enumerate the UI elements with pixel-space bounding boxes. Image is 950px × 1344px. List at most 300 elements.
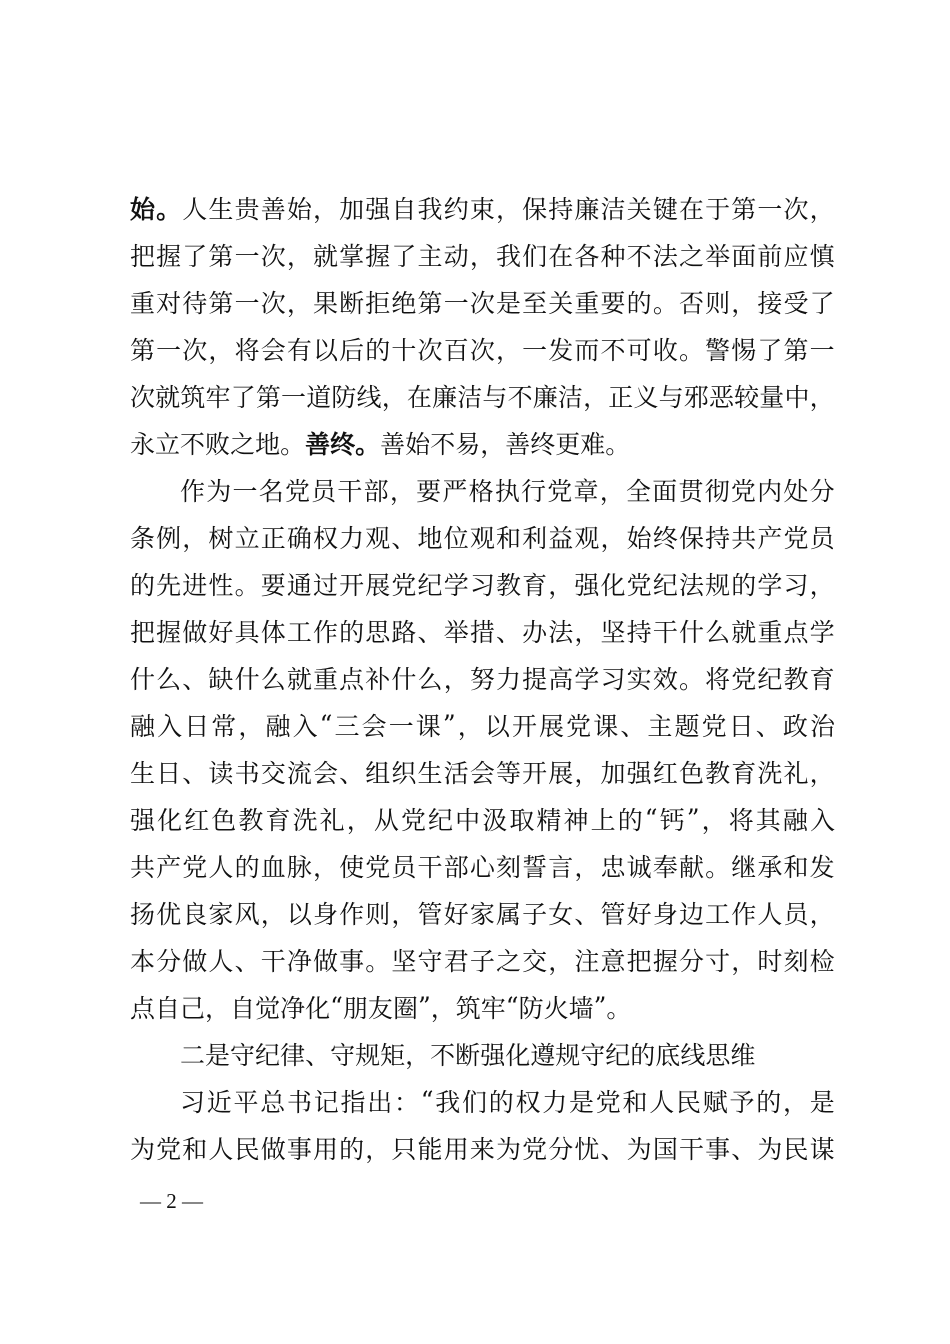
text-char: 将 — [234, 335, 260, 365]
text-char: 近 — [206, 1087, 232, 1117]
text-char: 什 — [130, 664, 156, 694]
text-char: 高 — [548, 664, 574, 694]
text-char: 治 — [809, 711, 835, 741]
text-char: 规 — [355, 1040, 381, 1070]
text-char: 出 — [367, 1087, 393, 1117]
text-char: 为 — [206, 476, 232, 506]
text-char: 一 — [234, 241, 260, 271]
text-char: 守 — [580, 1040, 606, 1070]
text-char: 的 — [731, 570, 757, 600]
text-char: 次 — [182, 335, 208, 365]
text-char: 重 — [130, 288, 156, 318]
text-char: 奉 — [652, 852, 678, 882]
text-char: 观 — [365, 523, 391, 553]
text-char: ， — [574, 617, 600, 647]
text-line — [130, 1077, 835, 1124]
text-char: 继 — [731, 852, 757, 882]
text-char: 开 — [339, 570, 365, 600]
text-char: 第 — [783, 335, 809, 365]
text-char: 工 — [286, 617, 312, 647]
text-char: 党 — [400, 805, 426, 835]
text-char: 廉 — [574, 194, 600, 224]
text-char: 思 — [365, 617, 391, 647]
text-char: 扬 — [130, 899, 156, 929]
text-char: 子 — [522, 899, 548, 929]
text-char: 一 — [809, 335, 835, 365]
text-char: 守 — [417, 946, 443, 976]
text-char: 分 — [156, 946, 182, 976]
text-char: 一 — [443, 288, 469, 318]
text-char: 我 — [417, 194, 443, 224]
text-char: 部 — [443, 852, 469, 882]
text-char: ” — [417, 992, 431, 1021]
text-char: 么 — [156, 664, 182, 694]
text-char: 承 — [757, 852, 783, 882]
text-line — [130, 231, 835, 278]
text-char: 分 — [678, 946, 704, 976]
text-char: 就 — [731, 617, 757, 647]
text-char: 日 — [728, 711, 754, 741]
text-line — [130, 654, 835, 701]
text-char: 化 — [305, 993, 331, 1023]
text-char: ， — [809, 899, 835, 929]
text-char: 的 — [365, 335, 391, 365]
text-char: 要 — [416, 476, 442, 506]
text-char: 本 — [130, 946, 156, 976]
text-char: “ — [319, 710, 333, 739]
text-char: 力 — [339, 523, 365, 553]
text-char: 章 — [573, 476, 599, 506]
text-char: 立 — [155, 429, 181, 459]
text-char: 条 — [130, 523, 156, 553]
text-char: 做 — [182, 617, 208, 647]
text-char: 关 — [548, 288, 574, 318]
text-char: 记 — [313, 1087, 339, 1117]
text-char: 就 — [312, 241, 338, 271]
text-char: 就 — [286, 664, 312, 694]
text-char: 线 — [680, 1040, 706, 1070]
text-char: 次 — [260, 241, 286, 271]
text-char: 朋 — [342, 993, 368, 1023]
text-char: ， — [731, 946, 757, 976]
text-char: 更 — [555, 429, 581, 459]
text-line — [130, 748, 835, 795]
text-char: 利 — [522, 523, 548, 553]
text-char: 观 — [469, 523, 495, 553]
text-char: 寸 — [705, 946, 731, 976]
text-char: 前 — [757, 241, 783, 271]
text-char: 学 — [443, 570, 469, 600]
text-char: 以 — [484, 711, 510, 741]
text-char: 面 — [731, 241, 757, 271]
text-char: 主 — [647, 711, 673, 741]
text-char: 于 — [705, 194, 731, 224]
text-char: 道 — [306, 382, 332, 412]
text-char: ， — [346, 805, 372, 835]
text-char: 权 — [515, 1087, 541, 1117]
text-char: 各 — [574, 241, 600, 271]
text-char: 红 — [652, 758, 678, 788]
text-char: 人 — [208, 852, 234, 882]
text-char: 进 — [182, 570, 208, 600]
text-char: 第 — [417, 288, 443, 318]
text-char: 干 — [678, 1134, 704, 1164]
text-char: 持 — [626, 617, 652, 647]
text-char: 开 — [511, 711, 537, 741]
text-char: 么 — [260, 664, 286, 694]
text-char: 否 — [678, 288, 704, 318]
text-char: ， — [208, 335, 234, 365]
text-char: 。 — [280, 429, 306, 459]
text-char: 义 — [633, 382, 659, 412]
text-char: 学 — [809, 617, 835, 647]
text-char: 、 — [600, 1134, 626, 1164]
text-char: 化 — [505, 1040, 531, 1070]
text-char: 善 — [260, 194, 286, 224]
text-char: 。 — [678, 335, 704, 365]
text-char: 学 — [757, 570, 783, 600]
text-char: 人 — [208, 1134, 234, 1164]
text-char: 收 — [652, 335, 678, 365]
text-char: 力 — [495, 664, 521, 694]
text-char: 规 — [555, 1040, 581, 1070]
text-char: 法 — [548, 617, 574, 647]
text-char: 终 — [652, 523, 678, 553]
text-char: 和 — [495, 523, 521, 553]
text-char: ， — [443, 664, 469, 694]
text-char: ” — [442, 710, 456, 739]
text-char: 纪 — [255, 1040, 281, 1070]
text-char: 的 — [130, 570, 156, 600]
text-char: 把 — [626, 946, 652, 976]
text-char: 的 — [617, 805, 643, 835]
text-char: 加 — [339, 194, 365, 224]
text-char: 党 — [182, 852, 208, 882]
text-char: 为 — [130, 1134, 156, 1164]
text-char: 路 — [391, 617, 417, 647]
text-char: “ — [420, 1086, 434, 1115]
text-char: 种 — [600, 241, 626, 271]
text-char: 彻 — [704, 476, 730, 506]
text-line — [130, 372, 835, 419]
text-char: 员 — [783, 899, 809, 929]
text-char: 第 — [208, 288, 234, 318]
text-char: 融 — [265, 711, 291, 741]
text-char: 党 — [731, 664, 757, 694]
text-char: 次 — [260, 288, 286, 318]
text-char: 牢 — [205, 382, 231, 412]
text-char: 思 — [705, 1040, 731, 1070]
text-char: 会 — [260, 335, 286, 365]
text-char: 人 — [182, 194, 208, 224]
text-char: 教 — [495, 570, 521, 600]
text-char: 握 — [652, 946, 678, 976]
text-char: 么 — [417, 664, 443, 694]
text-char: 自 — [391, 194, 417, 224]
text-char: 体 — [260, 617, 286, 647]
text-char: 一 — [757, 194, 783, 224]
text-char: 党 — [701, 711, 727, 741]
text-char: 时 — [757, 946, 783, 976]
text-char: 、 — [391, 523, 417, 553]
text-char: 防 — [518, 993, 544, 1023]
text-char: 事 — [339, 946, 365, 976]
text-char: 、 — [620, 711, 646, 741]
text-char: 不 — [626, 241, 652, 271]
text-line — [130, 983, 835, 1030]
text-char: 脉 — [286, 852, 312, 882]
text-char: 为 — [626, 1134, 652, 1164]
text-char: 握 — [156, 241, 182, 271]
text-char: 赋 — [702, 1087, 728, 1117]
text-char: 作 — [180, 476, 206, 506]
text-line — [130, 795, 835, 842]
text-char: 作 — [339, 899, 365, 929]
text-char: 活 — [443, 758, 469, 788]
text-line — [130, 419, 835, 466]
text-char: 党 — [284, 476, 310, 506]
text-char: 人 — [649, 1087, 675, 1117]
text-char: 入 — [292, 711, 318, 741]
text-line — [130, 936, 835, 983]
text-char: ， — [182, 523, 208, 553]
text-char: 措 — [469, 617, 495, 647]
text-line — [130, 889, 835, 936]
text-char: 一 — [156, 335, 182, 365]
text-char: 不 — [507, 382, 533, 412]
text-char: 织 — [391, 758, 417, 788]
text-char: 上 — [590, 805, 616, 835]
text-char: 党 — [365, 852, 391, 882]
text-char: 诚 — [626, 852, 652, 882]
text-char: 则 — [705, 288, 731, 318]
page-number: — 2 — — [140, 1189, 203, 1213]
bold-text-char: 始 — [130, 194, 156, 224]
text-char: 对 — [156, 288, 182, 318]
text-char: 生 — [208, 194, 234, 224]
text-char: 贵 — [234, 194, 260, 224]
text-char: 次 — [783, 194, 809, 224]
text-char: 产 — [757, 523, 783, 553]
text-char: 优 — [156, 899, 182, 929]
text-char: 纪 — [605, 1040, 631, 1070]
text-char: 书 — [234, 758, 260, 788]
text-char: 管 — [600, 899, 626, 929]
text-char: 干 — [260, 946, 286, 976]
text-char: 善 — [505, 429, 531, 459]
text-line — [130, 513, 835, 560]
text-char: “ — [330, 992, 343, 1021]
text-char: 注 — [574, 946, 600, 976]
text-char: 流 — [286, 758, 312, 788]
text-char: 纪 — [417, 570, 443, 600]
text-char: 会 — [312, 758, 338, 788]
text-line — [130, 466, 835, 513]
text-char: 守 — [230, 1040, 256, 1070]
text-char: 、 — [731, 1134, 757, 1164]
text-char: 什 — [234, 664, 260, 694]
text-char: 钙 — [659, 805, 685, 835]
text-char: 永 — [130, 429, 156, 459]
text-char: 入 — [809, 805, 835, 835]
text-char: 课 — [593, 711, 619, 741]
text-char: 、 — [417, 617, 443, 647]
text-char: ， — [238, 711, 264, 741]
text-char: 共 — [130, 852, 156, 882]
text-char: 化 — [600, 570, 626, 600]
text-char: 保 — [522, 194, 548, 224]
text-char: 工 — [705, 899, 731, 929]
text-char: 提 — [522, 664, 548, 694]
text-char: 汲 — [482, 805, 508, 835]
text-char: 一 — [522, 335, 548, 365]
text-char: 坚 — [600, 617, 626, 647]
text-char: 生 — [130, 758, 156, 788]
text-char: 不 — [430, 1040, 456, 1070]
text-char: 贯 — [678, 476, 704, 506]
text-char: 献 — [678, 852, 704, 882]
text-char: 我 — [435, 1087, 461, 1117]
text-char: 觉 — [255, 993, 281, 1023]
text-char: 、 — [305, 1040, 331, 1070]
text-char: ， — [548, 946, 574, 976]
text-char: 百 — [443, 335, 469, 365]
text-char: 的 — [488, 1087, 514, 1117]
text-char: 分 — [809, 476, 835, 506]
text-char: 断 — [339, 288, 365, 318]
text-char: 洁 — [457, 382, 483, 412]
text-char: 十 — [391, 335, 417, 365]
text-char: 党 — [391, 570, 417, 600]
text-char: 干 — [652, 617, 678, 647]
text-char: 就 — [155, 382, 181, 412]
text-char: ： — [394, 1087, 420, 1117]
text-char: 我 — [495, 241, 521, 271]
text-char: 党 — [566, 711, 592, 741]
text-char: 惕 — [731, 335, 757, 365]
text-char: 维 — [730, 1040, 756, 1070]
text-char: 不 — [180, 429, 206, 459]
text-char: 量 — [759, 382, 785, 412]
text-char: ， — [205, 993, 231, 1023]
text-char: 党 — [730, 476, 756, 506]
text-char: 与 — [482, 382, 508, 412]
text-char: 处 — [783, 476, 809, 506]
text-char: 圈 — [392, 993, 418, 1023]
text-char: 组 — [365, 758, 391, 788]
text-char: 部 — [363, 476, 389, 506]
text-char: 之 — [495, 946, 521, 976]
text-char: ， — [405, 1040, 431, 1070]
text-char: 作 — [731, 899, 757, 929]
text-char: ， — [809, 758, 835, 788]
text-char: 从 — [373, 805, 399, 835]
text-char: 、 — [495, 617, 521, 647]
text-char: 点 — [783, 617, 809, 647]
text-char: ， — [701, 805, 727, 835]
text-char: ， — [495, 335, 521, 365]
text-char: 育 — [522, 570, 548, 600]
text-char: 廉 — [532, 382, 558, 412]
text-char: 边 — [678, 899, 704, 929]
text-char: 易 — [455, 429, 481, 459]
text-char: 格 — [468, 476, 494, 506]
text-char: 纪 — [757, 664, 783, 694]
text-char: 民 — [234, 1134, 260, 1164]
text-line — [130, 184, 835, 231]
text-char: 么 — [705, 617, 731, 647]
text-char: 常 — [211, 711, 237, 741]
text-char: 第 — [130, 335, 156, 365]
text-char: 色 — [211, 805, 237, 835]
text-char: 能 — [417, 1134, 443, 1164]
text-char: 坚 — [391, 946, 417, 976]
text-char: 强 — [480, 1040, 506, 1070]
text-char: 家 — [208, 899, 234, 929]
text-char: 掌 — [339, 241, 365, 271]
text-char: 题 — [674, 711, 700, 741]
text-char: 难 — [580, 429, 606, 459]
text-char: 和 — [783, 852, 809, 882]
text-char: 洁 — [600, 194, 626, 224]
text-char: 来 — [469, 1134, 495, 1164]
text-char: 举 — [705, 241, 731, 271]
text-char: 之 — [230, 429, 256, 459]
text-char: 始 — [405, 429, 431, 459]
text-char: 净 — [286, 946, 312, 976]
text-char: 次 — [469, 288, 495, 318]
text-char: ， — [480, 429, 506, 459]
text-char: 。 — [606, 993, 632, 1023]
text-char: 正 — [260, 523, 286, 553]
text-char: 人 — [757, 899, 783, 929]
text-char: 加 — [600, 758, 626, 788]
text-char: 书 — [287, 1087, 313, 1117]
text-char: 党 — [626, 570, 652, 600]
text-char: 第 — [255, 382, 281, 412]
text-char: 与 — [658, 382, 684, 412]
text-line — [130, 1124, 835, 1171]
text-char: 平 — [233, 1087, 259, 1117]
text-char: 做 — [182, 946, 208, 976]
text-char: 始 — [286, 194, 312, 224]
text-char: 好 — [443, 899, 469, 929]
text-char: ， — [809, 194, 835, 224]
text-char: 而 — [574, 335, 600, 365]
text-char: 事 — [286, 1134, 312, 1164]
text-char: 通 — [286, 570, 312, 600]
text-char: 产 — [156, 852, 182, 882]
text-char: 筑 — [455, 993, 481, 1023]
text-char: 取 — [509, 805, 535, 835]
text-char: 握 — [365, 241, 391, 271]
text-char: 身 — [312, 899, 338, 929]
text-char: 的 — [339, 617, 365, 647]
text-char: 立 — [234, 523, 260, 553]
text-char: 课 — [415, 711, 441, 741]
text-char: 忠 — [600, 852, 626, 882]
text-char: 开 — [522, 758, 548, 788]
text-char: 面 — [652, 476, 678, 506]
text-char: 净 — [280, 993, 306, 1023]
text-char: 全 — [625, 476, 651, 506]
text-char: 好 — [626, 899, 652, 929]
text-char: 第 — [208, 241, 234, 271]
text-char: 干 — [337, 476, 363, 506]
text-char: 了 — [809, 288, 835, 318]
text-char: 融 — [130, 711, 156, 741]
text-char: 民 — [783, 1134, 809, 1164]
